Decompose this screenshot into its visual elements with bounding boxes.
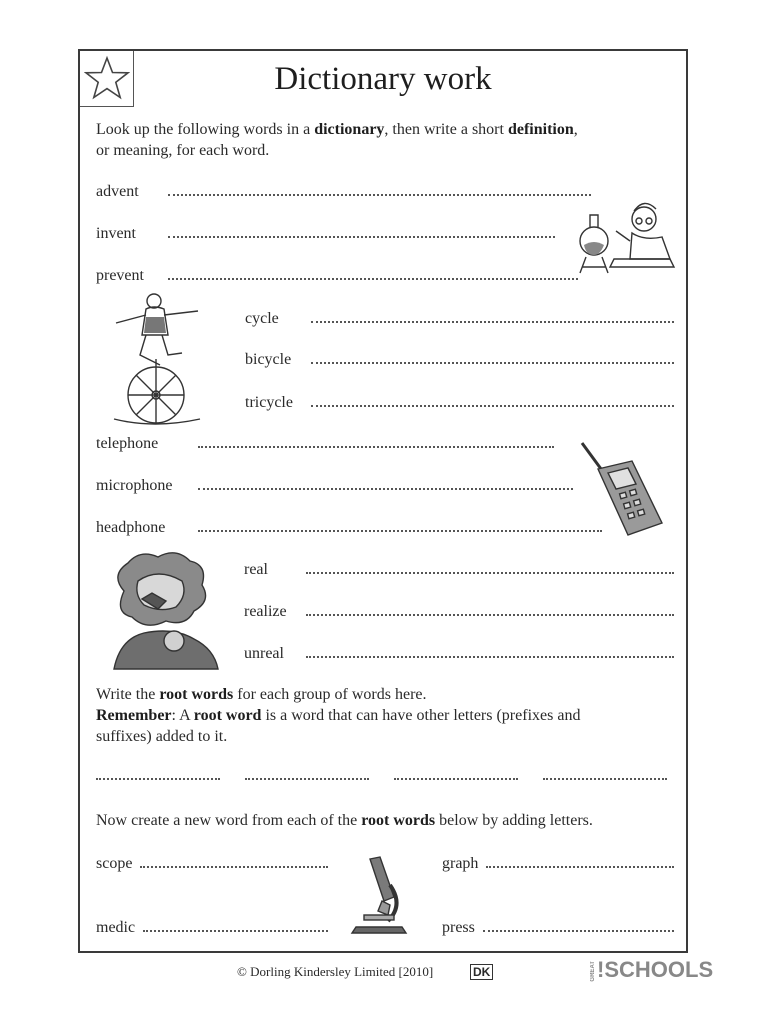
answer-line[interactable] [143,929,328,932]
definition-row: cycle [245,306,674,328]
definition-row: bicycle [245,347,674,369]
definition-row: advent [96,179,591,201]
answer-line[interactable] [486,865,674,868]
answer-line[interactable] [168,235,555,238]
root-word-blank[interactable] [394,777,518,780]
dk-logo: DK [470,964,493,980]
answer-line[interactable] [311,361,674,364]
root-word-row: press [442,915,674,937]
answer-line[interactable] [198,529,602,532]
page-title: Dictionary work [274,61,492,97]
definition-row: telephone [96,431,554,453]
microscope-illustration [346,855,410,935]
create-words-instructions: Now create a new word from each of the root words below by adding letters. [96,812,593,829]
scientist-illustration [572,197,677,277]
definition-row: unreal [244,641,674,663]
root-words-instructions: Write the root words for each group of words here. Remember: A root word is a word that can have other letters (prefixes and suffixes) added to it. [96,686,581,745]
root-word-blank[interactable] [543,777,667,780]
answer-line[interactable] [140,865,328,868]
root-word-blank[interactable] [245,777,369,780]
dreaming-person-illustration [104,551,226,673]
definition-row: realize [244,599,674,621]
copyright: © Dorling Kindersley Limited [2010] [237,964,434,979]
answer-line[interactable] [311,404,674,407]
answer-line[interactable] [168,193,591,196]
definition-row: prevent [96,263,578,285]
root-word-row: medic [96,915,328,937]
answer-line[interactable] [198,445,554,448]
answer-line[interactable] [306,613,674,616]
definition-row: real [244,557,674,579]
answer-line[interactable] [198,487,573,490]
worksheet [78,49,688,953]
answer-line[interactable] [483,929,674,932]
root-word-row: scope [96,851,328,873]
definition-row: tricycle [245,390,674,412]
answer-line[interactable] [311,320,674,323]
greatschools-logo: GREAT ! SCHOOLS [590,957,714,982]
definition-row: microphone [96,473,573,495]
unicyclist-illustration [100,287,218,429]
mobile-phone-illustration [576,439,668,539]
instructions: Look up the following words in a dictionary, then write a short definition, or meaning, for each word. [96,121,578,159]
answer-line[interactable] [168,277,578,280]
definition-row: invent [96,221,555,243]
root-word-blank[interactable] [96,777,220,780]
root-word-row: graph [442,851,674,873]
answer-line[interactable] [306,571,674,574]
answer-line[interactable] [306,655,674,658]
definition-row: headphone [96,515,602,537]
